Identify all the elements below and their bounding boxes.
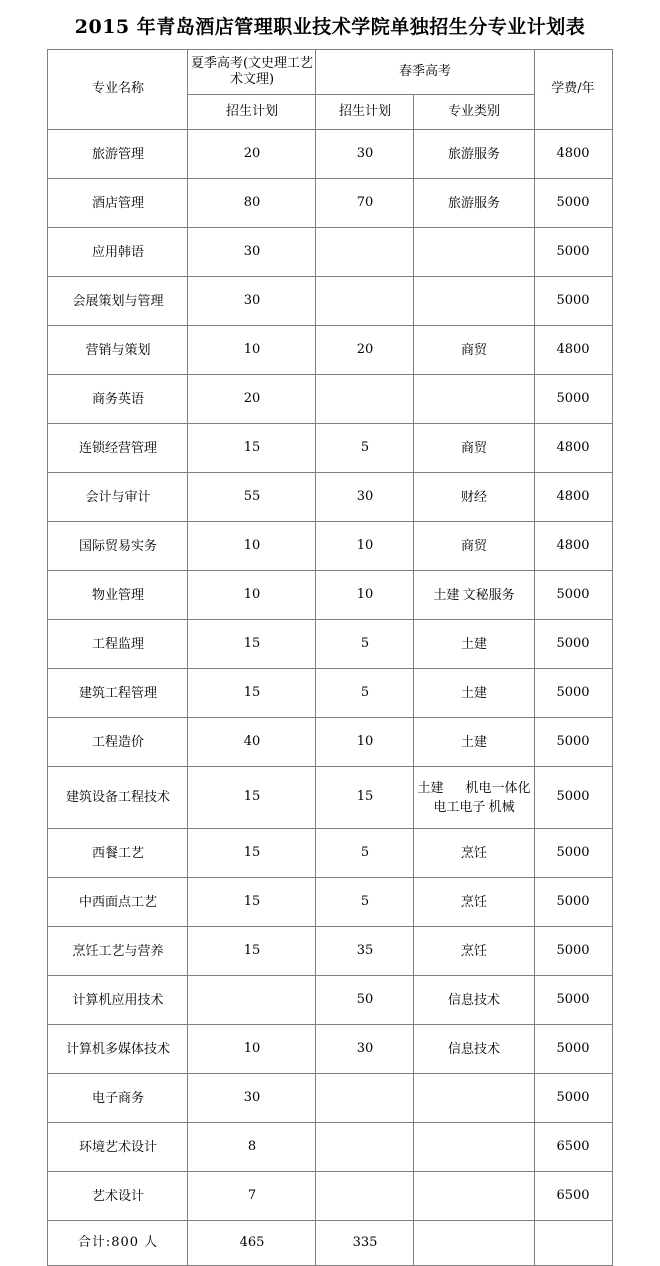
- cell-fee: 5000: [534, 767, 612, 829]
- header-spring-plan: 招生计划: [316, 95, 414, 130]
- cell-category: 烹饪: [414, 878, 534, 927]
- cell-summer-plan: 15: [188, 767, 316, 829]
- cell-summer-plan: 30: [188, 1074, 316, 1123]
- cell-major: 计算机多媒体技术: [48, 1025, 188, 1074]
- table-row: [48, 927, 612, 976]
- table-row: [48, 522, 612, 571]
- cell-fee: 5000: [534, 829, 612, 878]
- cell-category: 旅游服务: [414, 179, 534, 228]
- cell-summer-plan: 8: [188, 1123, 316, 1172]
- table-row: [48, 424, 612, 473]
- table-row: [48, 976, 612, 1025]
- cell-category: 旅游服务: [414, 130, 534, 179]
- cell-category: 土建: [414, 669, 534, 718]
- cell-major: 建筑设备工程技术: [48, 767, 188, 829]
- cell-major: 物业管理: [48, 571, 188, 620]
- cell-total-fee: [534, 1221, 612, 1266]
- cell-fee: 5000: [534, 718, 612, 767]
- cell-summer-plan: 20: [188, 130, 316, 179]
- cell-major: 应用韩语: [48, 228, 188, 277]
- cell-category: 土建: [414, 620, 534, 669]
- cell-major: 烹饪工艺与营养: [48, 927, 188, 976]
- cell-spring-plan: 5: [316, 669, 414, 718]
- cell-summer-plan: 30: [188, 228, 316, 277]
- cell-spring-plan: 30: [316, 1025, 414, 1074]
- cell-spring-plan: 5: [316, 620, 414, 669]
- cell-major: 中西面点工艺: [48, 878, 188, 927]
- cell-spring-plan: [316, 277, 414, 326]
- cell-fee: 5000: [534, 375, 612, 424]
- page-title: 2015 年青岛酒店管理职业技术学院单独招生分专业计划表: [74, 16, 586, 38]
- table-row: [48, 669, 612, 718]
- cell-major: 会展策划与管理: [48, 277, 188, 326]
- cell-spring-plan: [316, 228, 414, 277]
- cell-major: 营销与策划: [48, 326, 188, 375]
- cell-category: 烹饪: [414, 829, 534, 878]
- header-summer-exam: 夏季高考(文史理工艺术文理): [188, 50, 316, 95]
- cell-summer-plan: 30: [188, 277, 316, 326]
- table-row: [48, 326, 612, 375]
- cell-major: 艺术设计: [48, 1172, 188, 1221]
- cell-category: 商贸: [414, 424, 534, 473]
- cell-major: 国际贸易实务: [48, 522, 188, 571]
- cell-major: 西餐工艺: [48, 829, 188, 878]
- cell-spring-plan: [316, 1074, 414, 1123]
- cell-fee: 4800: [534, 473, 612, 522]
- cell-major: 计算机应用技术: [48, 976, 188, 1025]
- cell-summer-plan: 15: [188, 620, 316, 669]
- cell-summer-plan: 10: [188, 1025, 316, 1074]
- cell-spring-plan: [316, 1123, 414, 1172]
- table-row: [48, 1172, 612, 1221]
- cell-spring-plan: 15: [316, 767, 414, 829]
- cell-spring-plan: [316, 375, 414, 424]
- cell-major: 商务英语: [48, 375, 188, 424]
- cell-fee: 5000: [534, 669, 612, 718]
- cell-category: [414, 277, 534, 326]
- table-row: [48, 277, 612, 326]
- table-row: [48, 878, 612, 927]
- table-row: [48, 829, 612, 878]
- table-row: [48, 375, 612, 424]
- cell-fee: 4800: [534, 522, 612, 571]
- table-row: [48, 718, 612, 767]
- cell-fee: 4800: [534, 326, 612, 375]
- category-line-2: 电工电子 机械: [433, 798, 515, 814]
- cell-fee: 5000: [534, 878, 612, 927]
- cell-fee: 5000: [534, 228, 612, 277]
- cell-fee: 6500: [534, 1123, 612, 1172]
- cell-summer-plan: 80: [188, 179, 316, 228]
- header-major: 专业名称: [48, 50, 188, 130]
- cell-spring-plan: [316, 1172, 414, 1221]
- cell-fee: 5000: [534, 1025, 612, 1074]
- cell-fee: 5000: [534, 1074, 612, 1123]
- cell-major: 会计与审计: [48, 473, 188, 522]
- table-row: [48, 767, 612, 829]
- cell-category: 信息技术: [414, 1025, 534, 1074]
- header-spring-category: 专业类别: [414, 95, 534, 130]
- cell-spring-plan: 20: [316, 326, 414, 375]
- cell-spring-plan: 10: [316, 522, 414, 571]
- header-summer-plan: 招生计划: [188, 95, 316, 130]
- cell-fee: 4800: [534, 130, 612, 179]
- table-row: [48, 473, 612, 522]
- cell-major: 建筑工程管理: [48, 669, 188, 718]
- cell-summer-plan: 7: [188, 1172, 316, 1221]
- cell-major: 工程造价: [48, 718, 188, 767]
- cell-summer-plan: 15: [188, 424, 316, 473]
- cell-category: 土建: [414, 718, 534, 767]
- cell-fee: 5000: [534, 927, 612, 976]
- cell-major: 环境艺术设计: [48, 1123, 188, 1172]
- cell-major: 旅游管理: [48, 130, 188, 179]
- table-row: [48, 1074, 612, 1123]
- cell-summer-plan: 15: [188, 829, 316, 878]
- cell-category: 土建 文秘服务: [414, 571, 534, 620]
- cell-category: [414, 1123, 534, 1172]
- cell-total-spring-plan: 335: [316, 1221, 414, 1266]
- cell-spring-plan: 35: [316, 927, 414, 976]
- cell-summer-plan: 55: [188, 473, 316, 522]
- cell-fee: 5000: [534, 179, 612, 228]
- cell-total-label: 合计:800 人: [48, 1221, 188, 1266]
- cell-summer-plan: 15: [188, 927, 316, 976]
- cell-spring-plan: 50: [316, 976, 414, 1025]
- cell-summer-plan: 15: [188, 669, 316, 718]
- cell-total-summer-plan: 465: [188, 1221, 316, 1266]
- table-header-row-1: [48, 50, 612, 95]
- table-row: [48, 620, 612, 669]
- cell-spring-plan: 10: [316, 571, 414, 620]
- cell-spring-plan: 5: [316, 829, 414, 878]
- cell-major: 电子商务: [48, 1074, 188, 1123]
- cell-spring-plan: 10: [316, 718, 414, 767]
- header-fee: 学费/年: [534, 50, 612, 130]
- cell-summer-plan: 15: [188, 878, 316, 927]
- cell-spring-plan: 30: [316, 473, 414, 522]
- cell-summer-plan: [188, 976, 316, 1025]
- table-total-row: [48, 1221, 612, 1266]
- cell-fee: 5000: [534, 277, 612, 326]
- cell-category: [414, 1172, 534, 1221]
- table-row: [48, 130, 612, 179]
- cell-category: 商贸: [414, 326, 534, 375]
- cell-summer-plan: 10: [188, 522, 316, 571]
- enrollment-plan-table: [47, 49, 612, 1266]
- cell-fee: 5000: [534, 571, 612, 620]
- cell-major: 工程监理: [48, 620, 188, 669]
- cell-category: 烹饪: [414, 927, 534, 976]
- table-row: [48, 571, 612, 620]
- cell-fee: 4800: [534, 424, 612, 473]
- cell-category: [414, 228, 534, 277]
- cell-spring-plan: 5: [316, 878, 414, 927]
- table-row: [48, 1123, 612, 1172]
- cell-fee: 5000: [534, 620, 612, 669]
- cell-summer-plan: 20: [188, 375, 316, 424]
- cell-fee: 6500: [534, 1172, 612, 1221]
- cell-summer-plan: 10: [188, 571, 316, 620]
- cell-summer-plan: 40: [188, 718, 316, 767]
- cell-spring-plan: 5: [316, 424, 414, 473]
- cell-total-category: [414, 1221, 534, 1266]
- table-row: [48, 228, 612, 277]
- header-spring-exam: 春季高考: [316, 50, 534, 95]
- cell-category: 信息技术: [414, 976, 534, 1025]
- cell-category: [414, 1074, 534, 1123]
- cell-category: [414, 767, 534, 829]
- cell-category: 财经: [414, 473, 534, 522]
- cell-spring-plan: 30: [316, 130, 414, 179]
- cell-summer-plan: 10: [188, 326, 316, 375]
- cell-category: [414, 375, 534, 424]
- cell-fee: 5000: [534, 976, 612, 1025]
- cell-major: 酒店管理: [48, 179, 188, 228]
- cell-spring-plan: 70: [316, 179, 414, 228]
- table-row: [48, 179, 612, 228]
- cell-category: 商贸: [414, 522, 534, 571]
- table-row: [48, 1025, 612, 1074]
- category-line-1: 土建 机电一体化: [417, 779, 531, 795]
- cell-major: 连锁经营管理: [48, 424, 188, 473]
